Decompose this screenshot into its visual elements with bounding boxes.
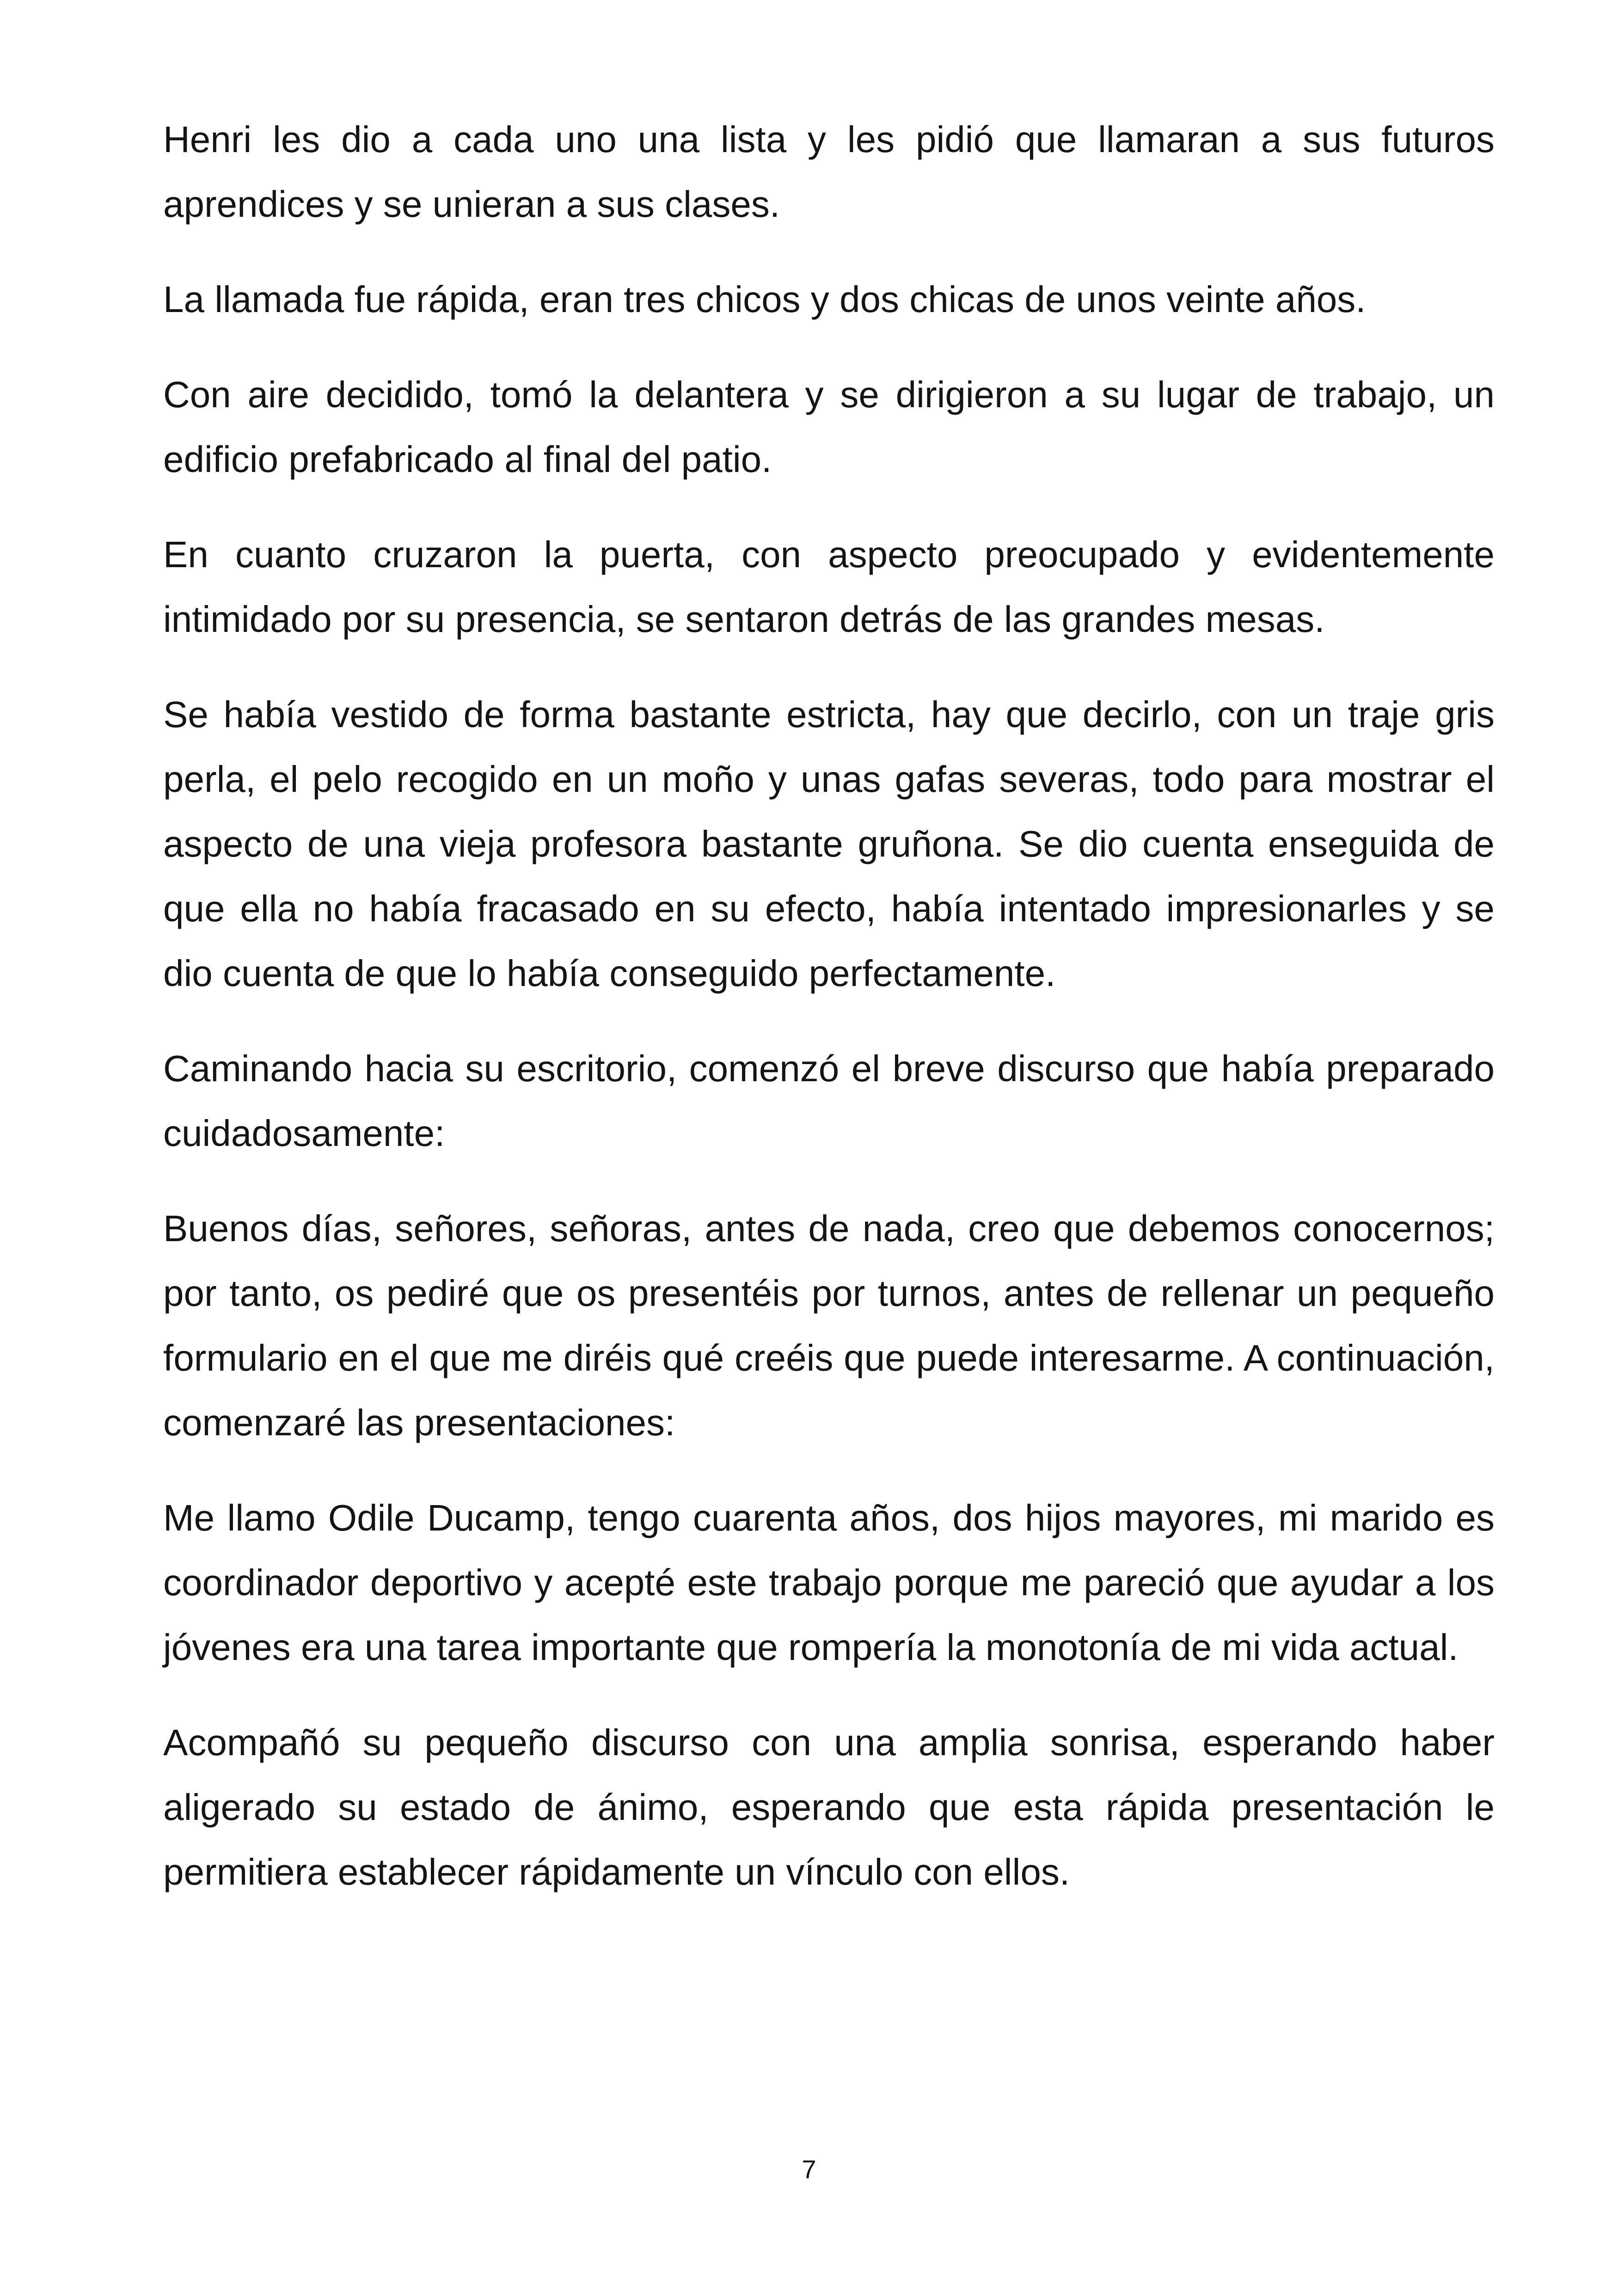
page-number: 7 (802, 2155, 816, 2184)
paragraph: La llamada fue rápida, eran tres chicos y dos chicas de unos veinte años. (163, 279, 1366, 320)
paragraph: Caminando hacia su escritorio, comenzó el breve discurso que había preparado cuidadosamente: (163, 1048, 1495, 1154)
paragraph: Con aire decidido, tomó la delantera y se dirigieron a su lugar de trabajo, un edificio prefabricado al final del patio. (163, 374, 1495, 480)
paragraph: Henri les dio a cada uno una lista y les pidió que llamaran a sus futuros aprendices y se unieran a sus clases. (163, 119, 1495, 225)
paragraph: Buenos días, señores, señoras, antes de nada, creo que debemos conocernos; por tanto, os pediré que os presentéis por turnos, antes de rellenar un pequeño formulario en el que me diréis qué creéis que puede interesarme. A continuación, comenzaré las presentaciones: (163, 1208, 1495, 1443)
paragraph: Acompañó su pequeño discurso con una amplia sonrisa, esperando haber aligerado su estado de ánimo, esperando que esta rápida presentación le permitiera establecer rápidamente un vínculo con ellos. (163, 1722, 1495, 1892)
body-text (163, 107, 1495, 1935)
paragraph: Se había vestido de forma bastante estricta, hay que decirlo, con un traje gris perla, el pelo recogido en un moño y unas gafas severas, todo para mostrar el aspecto de una vieja profesora bastante gruñona. Se dio cuenta enseguida de que ella no había fracasado en su efecto, había intentado impresionarles y se dio cuenta de que lo había conseguido perfectamente. (163, 694, 1495, 994)
paragraph: Me llamo Odile Ducamp, tengo cuarenta años, dos hijos mayores, mi marido es coordinador deportivo y acepté este trabajo porque me pareció que ayudar a los jóvenes era una tarea importante que rompería la monotonía de mi vida actual. (163, 1497, 1495, 1668)
paragraph: En cuanto cruzaron la puerta, con aspecto preocupado y evidentemente intimidado por su presencia, se sentaron detrás de las grandes mesas. (163, 534, 1495, 640)
